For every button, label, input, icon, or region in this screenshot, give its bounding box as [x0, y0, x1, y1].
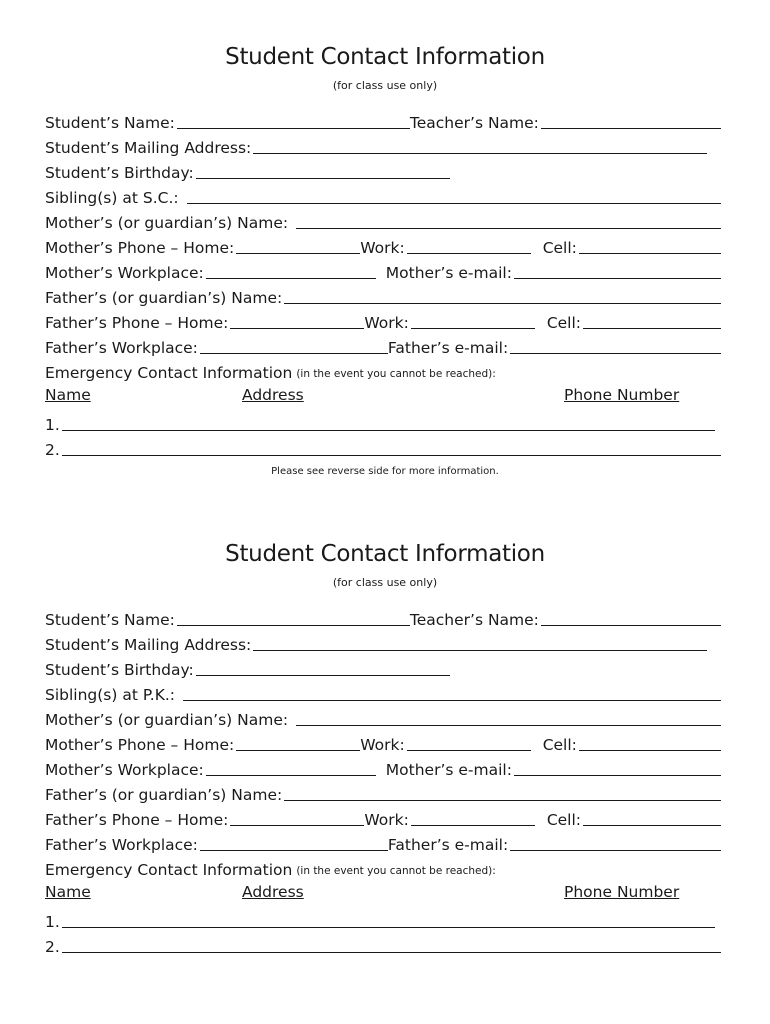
mother-home-phone-field[interactable] — [236, 750, 360, 751]
mother-email-field[interactable] — [514, 278, 721, 279]
mailing-address-field[interactable] — [253, 650, 707, 651]
father-phone-row — [45, 310, 721, 332]
mother-work-label: Work: — [360, 736, 405, 754]
mother-workplace-label: Mother’s Workplace: — [45, 761, 204, 779]
mother-work-phone-field[interactable] — [407, 253, 531, 254]
father-cell-field[interactable] — [583, 825, 721, 826]
father-workplace-field[interactable] — [200, 353, 388, 354]
contact-number: 1. — [45, 913, 60, 931]
birthday-row — [45, 160, 721, 182]
siblings-label: Sibling(s) at P.K.: — [45, 686, 176, 704]
father-phone-label: Father’s Phone – Home: — [45, 314, 229, 332]
birthday-row — [45, 657, 721, 679]
mailing-address-label: Student’s Mailing Address: — [45, 139, 252, 157]
column-address-header: Address — [242, 883, 304, 901]
father-workplace-label: Father’s Workplace: — [45, 836, 198, 854]
emergency-contact-1-field[interactable] — [62, 430, 715, 431]
mother-cell-label: Cell: — [542, 239, 577, 257]
father-cell-label: Cell: — [546, 314, 582, 332]
mother-phone-label: Mother’s Phone – Home: — [45, 239, 235, 257]
father-workplace-field[interactable] — [200, 850, 388, 851]
column-phone-header: Phone Number — [564, 386, 680, 404]
mother-name-field[interactable] — [296, 228, 721, 229]
father-email-label: Father’s e-mail: — [387, 836, 509, 854]
father-work-phone-field[interactable] — [411, 825, 535, 826]
father-name-row — [45, 285, 721, 307]
column-name-header: Name — [45, 386, 91, 404]
emergency-note: (in the event you cannot be reached): — [296, 865, 496, 877]
father-cell-label: Cell: — [546, 811, 582, 829]
emergency-contact-1 — [45, 909, 721, 931]
mother-phone-label: Mother’s Phone – Home: — [45, 736, 235, 754]
column-address-header: Address — [242, 386, 304, 404]
student-name-row — [45, 110, 721, 132]
father-email-label: Father’s e-mail: — [387, 339, 509, 357]
emergency-contact-2 — [45, 934, 721, 956]
father-workplace-row — [45, 335, 721, 357]
father-name-field[interactable] — [284, 303, 721, 304]
mother-email-field[interactable] — [514, 775, 721, 776]
father-workplace-label: Father’s Workplace: — [45, 339, 198, 357]
form-title: Student Contact Information — [225, 44, 545, 70]
father-phone-label: Father’s Phone – Home: — [45, 811, 229, 829]
mailing-address-field[interactable] — [253, 153, 707, 154]
contact-number: 2. — [45, 441, 60, 459]
father-name-row — [45, 782, 721, 804]
siblings-field[interactable] — [183, 700, 721, 701]
father-cell-field[interactable] — [583, 328, 721, 329]
emergency-contact-2-field[interactable] — [62, 952, 721, 953]
mother-workplace-row — [45, 260, 721, 282]
mailing-address-row — [45, 135, 721, 157]
footer-note: Please see reverse side for more information. — [271, 466, 499, 477]
siblings-field[interactable] — [187, 203, 721, 204]
teacher-name-field[interactable] — [541, 128, 721, 129]
siblings-row — [45, 682, 721, 704]
emergency-contact-1 — [45, 412, 721, 434]
student-name-field[interactable] — [177, 625, 410, 626]
father-email-field[interactable] — [510, 850, 721, 851]
mother-email-label: Mother’s e-mail: — [385, 264, 512, 282]
mailing-address-label: Student’s Mailing Address: — [45, 636, 252, 654]
siblings-label: Sibling(s) at S.C.: — [45, 189, 179, 207]
student-name-label: Student’s Name: — [45, 611, 175, 629]
father-phone-row — [45, 807, 721, 829]
mother-home-phone-field[interactable] — [236, 253, 360, 254]
mother-cell-field[interactable] — [579, 253, 721, 254]
birthday-field[interactable] — [196, 675, 450, 676]
mother-cell-field[interactable] — [579, 750, 721, 751]
father-name-label: Father’s (or guardian’s) Name: — [45, 786, 283, 804]
column-phone-header: Phone Number — [564, 883, 680, 901]
mother-phone-row — [45, 235, 721, 257]
teacher-name-label: Teacher’s Name: — [409, 611, 539, 629]
student-name-field[interactable] — [177, 128, 410, 129]
emergency-contact-1-field[interactable] — [62, 927, 715, 928]
emergency-contact-2 — [45, 437, 721, 459]
father-work-phone-field[interactable] — [411, 328, 535, 329]
emergency-label: Emergency Contact Information — [45, 364, 293, 382]
birthday-field[interactable] — [196, 178, 450, 179]
mother-name-row — [45, 210, 721, 232]
emergency-row — [45, 857, 721, 879]
mother-workplace-label: Mother’s Workplace: — [45, 264, 204, 282]
mother-phone-row — [45, 732, 721, 754]
birthday-label: Student’s Birthday: — [45, 661, 194, 679]
form-subtitle: (for class use only) — [332, 79, 438, 92]
mother-name-label: Mother’s (or guardian’s) Name: — [45, 711, 289, 729]
emergency-label: Emergency Contact Information — [45, 861, 293, 879]
father-email-field[interactable] — [510, 353, 721, 354]
father-workplace-row — [45, 832, 721, 854]
contact-number: 2. — [45, 938, 60, 956]
student-name-label: Student’s Name: — [45, 114, 175, 132]
emergency-row — [45, 360, 721, 382]
mother-name-label: Mother’s (or guardian’s) Name: — [45, 214, 289, 232]
mother-cell-label: Cell: — [542, 736, 577, 754]
mother-work-label: Work: — [360, 239, 405, 257]
mother-name-row — [45, 707, 721, 729]
mother-name-field[interactable] — [296, 725, 721, 726]
mailing-address-row — [45, 632, 721, 654]
contact-number: 1. — [45, 416, 60, 434]
father-work-label: Work: — [364, 314, 409, 332]
mother-workplace-field[interactable] — [206, 775, 376, 776]
column-name-header: Name — [45, 883, 91, 901]
siblings-row — [45, 185, 721, 207]
father-home-phone-field[interactable] — [230, 825, 364, 826]
father-name-label: Father’s (or guardian’s) Name: — [45, 289, 283, 307]
father-home-phone-field[interactable] — [230, 328, 364, 329]
emergency-contact-2-field[interactable] — [62, 455, 721, 456]
form-title: Student Contact Information — [225, 541, 545, 567]
student-name-row — [45, 607, 721, 629]
form-subtitle: (for class use only) — [332, 576, 438, 589]
birthday-label: Student’s Birthday: — [45, 164, 194, 182]
teacher-name-label: Teacher’s Name: — [409, 114, 539, 132]
teacher-name-field[interactable] — [541, 625, 721, 626]
emergency-note: (in the event you cannot be reached): — [296, 368, 496, 380]
mother-email-label: Mother’s e-mail: — [385, 761, 512, 779]
father-work-label: Work: — [364, 811, 409, 829]
mother-workplace-row — [45, 757, 721, 779]
mother-workplace-field[interactable] — [206, 278, 376, 279]
mother-work-phone-field[interactable] — [407, 750, 531, 751]
father-name-field[interactable] — [284, 800, 721, 801]
